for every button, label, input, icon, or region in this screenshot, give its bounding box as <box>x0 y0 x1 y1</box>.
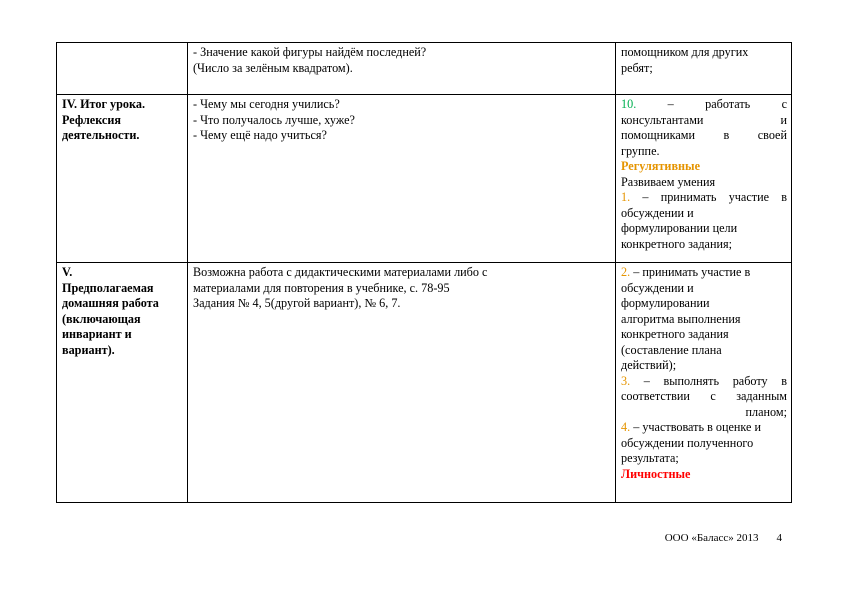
lesson-table <box>56 42 792 503</box>
item-number: 10. <box>621 97 637 111</box>
row2-stage-title: V. Предполагаемая домашняя работа (включающая инвариант и вариант). <box>62 265 159 357</box>
personal-heading: Личностные <box>621 466 691 481</box>
row1-activity-text: - Чему мы сегодня учились? - Что получалось лучше, хуже? - Чему ещё надо учиться? <box>193 97 355 142</box>
row2-uud-text: 2. – принимать участие в обсуждении и формулировании алгоритма выполнения конкретного задания (составление плана действий); 3. – выполнять работу в соответствии с заданным планом; 4. – участвовать в оценке и обсуждении полученного результата; Личностные <box>621 265 787 481</box>
row0-uud-text: помощником для других ребят; <box>621 45 749 75</box>
regulative-heading: Регулятивные <box>621 159 700 173</box>
item-number: 3. <box>621 373 631 388</box>
item-number: 2. <box>621 265 631 279</box>
row-divider <box>57 262 791 263</box>
footer-company: ООО «Баласс» 2013 <box>664 532 759 544</box>
page-number: 4 <box>776 532 782 544</box>
row1-stage-title: IV. Итог урока. Рефлексия деятельности. <box>62 97 145 142</box>
column-divider <box>187 43 188 502</box>
item-number: 1. <box>621 190 631 204</box>
item-number: 4. <box>621 420 631 434</box>
row1-uud-text: 10. – работать с консультантами и помощниками в своей группе. Регулятивные Развиваем умения 1. – принимать участие в обсуждении и формулировании цели конкретного задания; <box>621 97 787 251</box>
row2-activity-text: Возможна работа с дидактическими материалами либо с материалами для повторения в учебнике, с. 78-95 Задания № 4, 5(другой вариант), № 6, 7. <box>193 265 488 310</box>
column-divider <box>615 43 616 502</box>
row0-activity-text: - Значение какой фигуры найдём последней? (Число за зелёным квадратом). <box>193 45 427 75</box>
page-footer <box>665 532 782 544</box>
row-divider <box>57 94 791 95</box>
